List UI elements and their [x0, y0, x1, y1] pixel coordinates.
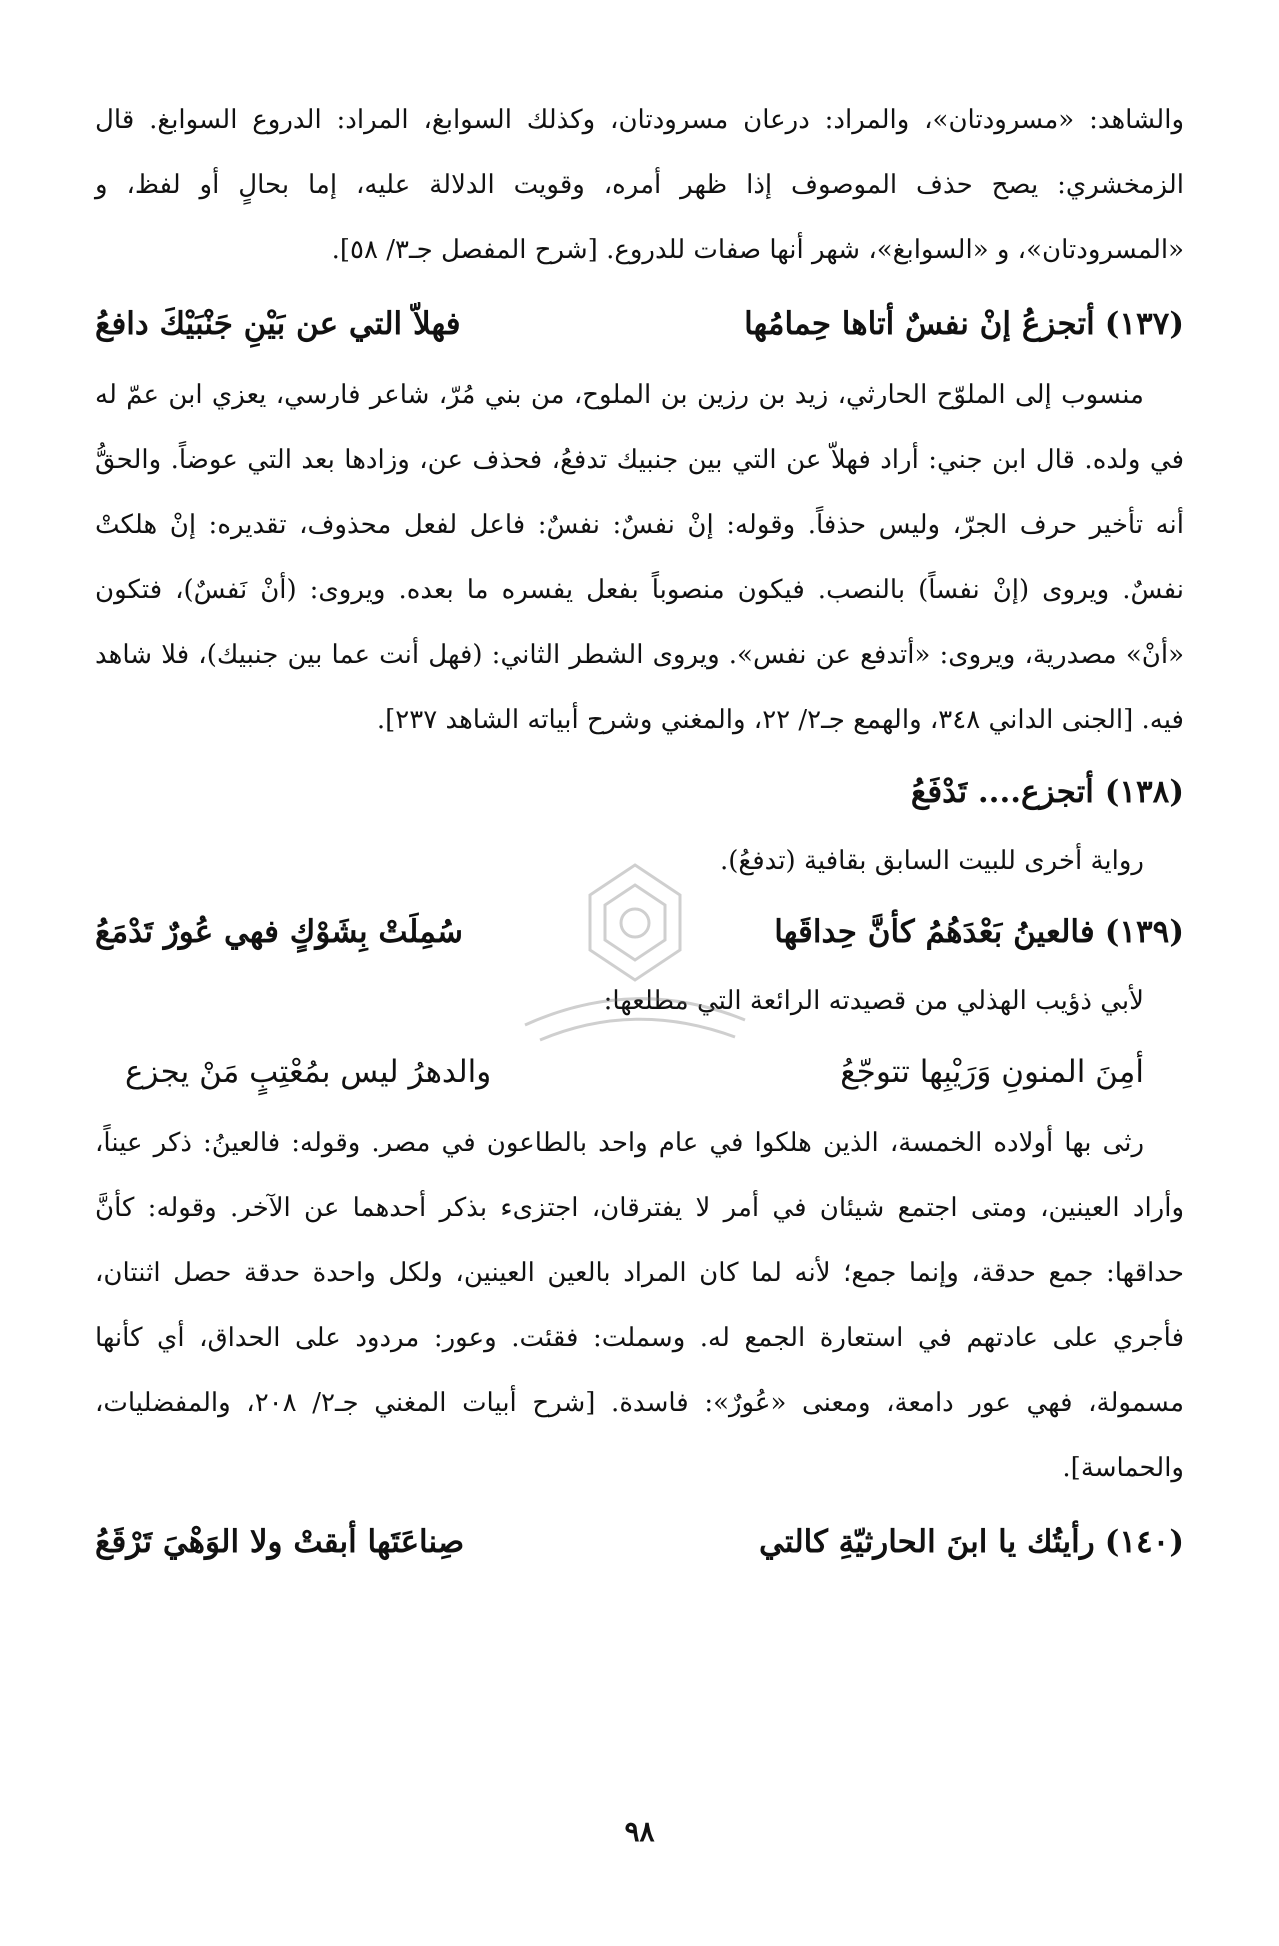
verse-second-hemistich: فهلاّ التي عن بَيْنِ جَنْبَيْكَ دافعُ — [94, 306, 461, 342]
verse-138 — [95, 757, 1184, 827]
commentary-paragraph: رواية أخرى للبيت السابق بقافية (تدفعُ). — [720, 846, 1144, 876]
verse-number: (١٣٧) — [1104, 306, 1184, 342]
quoted-verse — [125, 1037, 1144, 1107]
page-number: ٩٨ — [624, 1815, 655, 1848]
verse-139 — [95, 897, 1184, 967]
verse-first-hemistich: أتجزعُ إنْ نفسٌ أتاها حِمامُها — [744, 306, 1095, 342]
verse-first-hemistich: فالعينُ بَعْدَهُمُ كأنَّ حِداقَها — [774, 914, 1095, 950]
verse-number: (١٣٨) — [1104, 774, 1184, 810]
commentary-paragraph: لأبي ذؤيب الهذلي من قصيدته الرائعة التي مطلعها: — [603, 986, 1144, 1016]
commentary-paragraph: والشاهد: «مسرودتان»، والمراد: درعان مسرودتان، وكذلك السوابغ، المراد: الدروع السوابغ. قال الزمخشري: يصح حذف الموصوف إذا ظهر أمره، وقويت الدلالة عليه، إما بحالٍ أو لفظ، و «المسرودتان»، و «السوابغ»، شهر أنها صفات للدروع. [شرح المفصل جـ٣/ ٥٨]. — [95, 105, 1184, 265]
verse-number: (١٣٩) — [1104, 914, 1184, 950]
commentary-paragraph: رثى بها أولاده الخمسة، الذين هلكوا في عام واحد بالطاعون في مصر. وقوله: فالعينُ: ذكر عيناً، وأراد العينين، ومتى اجتمع شيئان في أمر لا يفترقان، اجتزىء بذكر أحدهما عن الآخر. وقوله: كأنَّ حداقها: جمع حدقة، وإنما جمع؛ لأنه لما كان المراد بالعين العينين، ولكل واحدة حدقة حصل اثنتان، فأجري على عادتهم في استعارة الجمع له. وسملت: فقئت. وعور: مردود على الحداق، أي كأنها مسمولة، فهي عور دامعة، ومعنى «عُورٌ»: فاسدة. [شرح أبيات المغني جـ٢/ ٢٠٨، والمفضليات، والحماسة]. — [95, 1128, 1184, 1483]
verse-137 — [95, 289, 1184, 359]
verse-140 — [95, 1507, 1184, 1577]
verse-second-hemistich: سُمِلَتْ بِشَوْكٍ فهي عُورٌ تَدْمَعُ — [94, 914, 464, 950]
verse-first-hemistich: رأيتُك يا ابنَ الحارثيّةِ كالتي — [759, 1524, 1095, 1560]
verse-second-hemistich: صِناعَتَها أبقتْ ولا الوَهْيَ تَرْقَعُ — [94, 1524, 465, 1560]
verse-second-hemistich: والدهرُ ليس بمُعْتِبٍ مَنْ يجزع — [125, 1054, 492, 1090]
verse-first-hemistich: أمِنَ المنونِ وَرَيْبِها تتوجّعُ — [840, 1054, 1144, 1090]
verse-text: أتجزع.... تَدْفَعُ — [910, 774, 1094, 810]
verse-number: (١٤٠) — [1104, 1524, 1184, 1560]
commentary-paragraph: منسوب إلى الملوّح الحارثي، زيد بن رزين بن الملوح، من بني مُرّ، شاعر فارسي، يعزي ابن عمّ له في ولده. قال ابن جني: أراد فهلاّ عن التي بين جنبيك تدفعُ، فحذف عن، وزادها بعد التي عوضاً. والحقُّ أنه تأخير حرف الجرّ، وليس حذفاً. وقوله: إنْ نفسٌ: نفسٌ: فاعل لفعل محذوف، تقديره: إنْ هلكتْ نفسٌ. ويروى (إنْ نفساً) بالنصب. فيكون منصوباً بفعل يفسره ما بعده. ويروى: (أنْ نَفسٌ)، فتكون «أنْ» مصدرية، ويروى: «أتدفع عن نفس». ويروى الشطر الثاني: (فهل أنت عما بين جنبيك)، فلا شاهد فيه. [الجنى الداني ٣٤٨، والهمع جـ٢/ ٢٢، والمغني وشرح أبياته الشاهد ٢٣٧]. — [95, 380, 1184, 735]
